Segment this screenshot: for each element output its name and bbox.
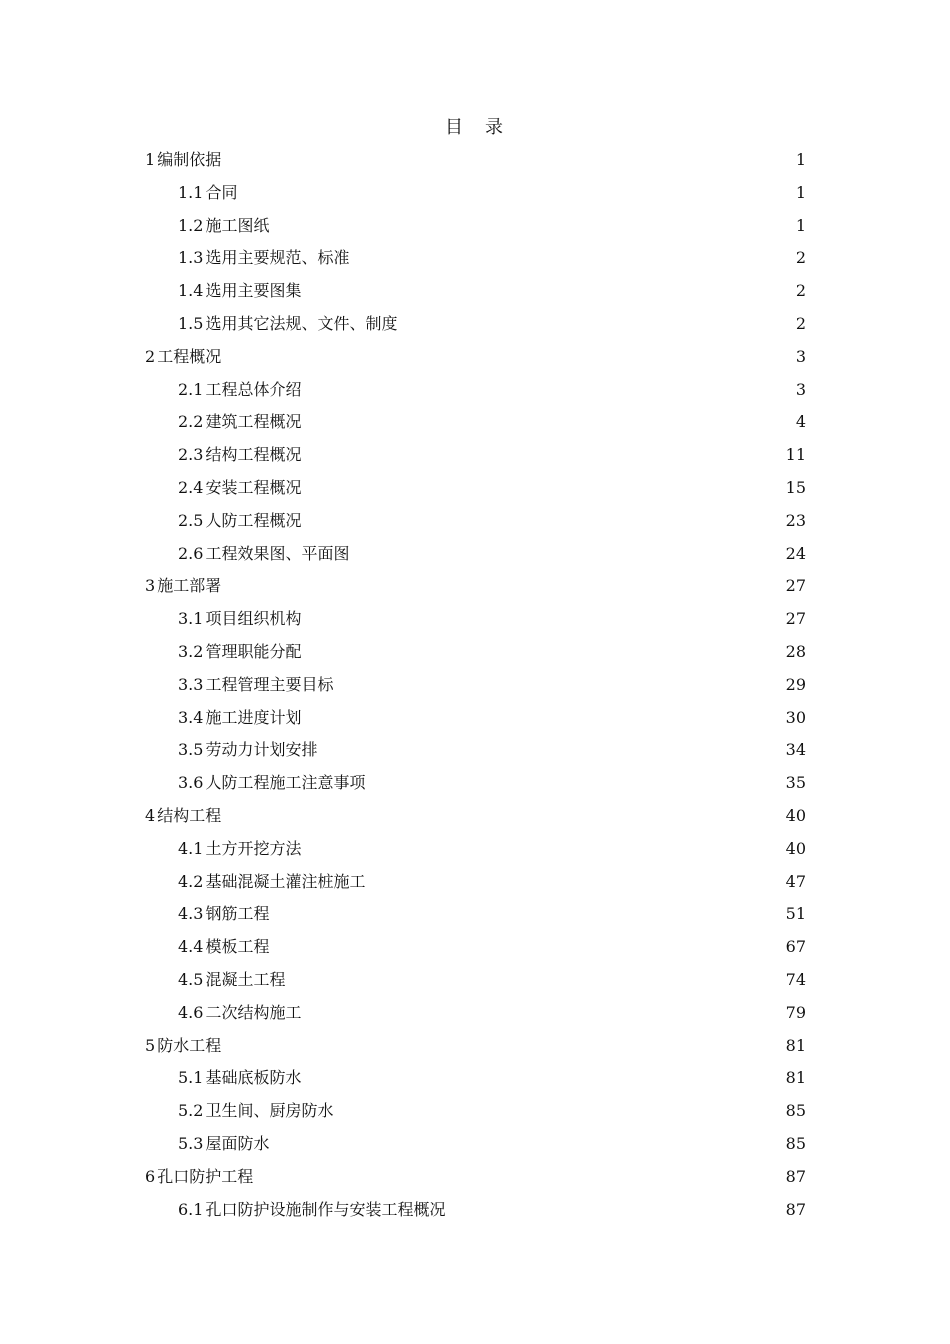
toc-entry-title: 人防工程施工注意事项 [205, 773, 366, 793]
toc-entry-title: 卫生间、厨房防水 [205, 1101, 334, 1121]
toc-entry-number: 2 [145, 346, 156, 366]
toc-entry[interactable] [145, 574, 806, 598]
dot-leader [223, 1034, 783, 1058]
toc-entry-title: 工程管理主要目标 [205, 674, 334, 694]
toc-entry-title: 孔口防护工程 [157, 1166, 254, 1186]
toc-entry-title: 结构工程概况 [205, 445, 302, 465]
toc-entry-page: 27 [785, 609, 806, 629]
dot-leader [351, 542, 783, 566]
toc-entry-page: 3 [795, 346, 806, 366]
toc-entry[interactable] [178, 378, 806, 402]
toc-entry-number: 1.3 [178, 248, 204, 268]
toc-entry-number: 2.4 [178, 478, 204, 497]
toc-entry-title: 安装工程概况 [205, 478, 302, 497]
toc-entry-number: 3.4 [178, 707, 204, 727]
toc-entry-number: 5.1 [178, 1068, 204, 1088]
toc-entry-page: 23 [785, 510, 806, 530]
toc-entry-page: 27 [785, 576, 806, 596]
dot-leader [303, 279, 793, 303]
toc-entry-page: 74 [785, 970, 806, 989]
toc-entry-number: 5 [145, 1035, 156, 1055]
toc-entry-title: 基础混凝土灌注桩施工 [205, 871, 366, 891]
toc-entry-page: 47 [785, 871, 806, 891]
dot-leader [255, 1165, 783, 1189]
toc-entry[interactable] [178, 935, 806, 959]
toc-entry-title: 选用主要规范、标准 [205, 248, 350, 268]
toc-entry-page: 1 [795, 215, 806, 235]
toc-entry[interactable] [178, 542, 806, 566]
toc-entry[interactable] [178, 509, 806, 533]
toc-entry-page: 3 [795, 379, 806, 399]
toc-entry-title: 防水工程 [157, 1035, 222, 1055]
toc-entry-page: 34 [785, 740, 806, 760]
toc-entry-title: 施工进度计划 [205, 707, 302, 727]
toc-entry-title: 建筑工程概况 [205, 412, 302, 432]
toc-entry-page: 79 [785, 1002, 806, 1022]
dot-leader [271, 902, 783, 926]
toc-entry[interactable] [178, 476, 806, 500]
toc-entry-number: 3.2 [178, 642, 204, 661]
toc-entry-title: 选用主要图集 [205, 281, 302, 301]
toc-entry-number: 4.1 [178, 838, 204, 858]
dot-leader [223, 804, 783, 828]
toc-entry-number: 2.1 [178, 379, 204, 399]
dot-leader [271, 214, 793, 238]
dot-leader [367, 870, 783, 894]
dot-leader [303, 410, 793, 434]
toc-entry-page: 40 [785, 838, 806, 858]
toc-entry-number: 1.1 [178, 182, 204, 202]
toc-entry[interactable] [178, 1132, 806, 1156]
toc-entry[interactable] [145, 345, 806, 369]
toc-entry-page: 81 [785, 1035, 806, 1055]
dot-leader [223, 345, 794, 369]
toc-entry-page: 2 [795, 314, 806, 333]
toc-entry-page: 81 [785, 1068, 806, 1088]
toc-entry-number: 1.4 [178, 281, 204, 301]
dot-leader [287, 968, 783, 992]
dot-leader [303, 378, 793, 402]
dot-leader [335, 673, 783, 697]
toc-entry[interactable] [178, 902, 806, 926]
toc-entry[interactable] [178, 443, 806, 467]
toc-entry-number: 2.2 [178, 412, 204, 432]
dot-leader [271, 935, 783, 959]
toc-entry-page: 1 [795, 150, 806, 169]
dot-leader [335, 1099, 783, 1123]
toc-entry[interactable] [178, 246, 806, 270]
dot-leader [271, 1132, 783, 1156]
toc-entry[interactable] [178, 968, 806, 992]
toc-entry-number: 5.2 [178, 1101, 204, 1121]
toc-entry-number: 4.6 [178, 1002, 204, 1022]
toc-entry-number: 4 [145, 806, 156, 825]
toc-entry-page: 85 [785, 1101, 806, 1121]
dot-leader [303, 837, 783, 861]
toc-entry[interactable] [178, 607, 806, 631]
toc-entry-title: 工程总体介绍 [205, 379, 302, 399]
dot-leader [303, 607, 783, 631]
toc-entry[interactable] [178, 1198, 806, 1222]
toc-entry-title: 工程效果图、平面图 [205, 543, 350, 563]
dot-leader [399, 312, 793, 336]
toc-entry-number: 3.3 [178, 674, 204, 694]
toc-entry[interactable] [178, 706, 806, 730]
toc-entry[interactable] [145, 1034, 806, 1058]
toc-entry-title: 二次结构施工 [205, 1002, 302, 1022]
toc-entry-title: 模板工程 [205, 937, 270, 957]
toc-entry-page: 2 [795, 248, 806, 268]
toc-entry-page: 87 [785, 1166, 806, 1186]
toc-entry[interactable] [178, 1099, 806, 1123]
dot-leader [319, 738, 783, 762]
toc-entry-number: 4.3 [178, 904, 204, 924]
toc-title: 目 录 [445, 117, 505, 138]
toc-entry-title: 劳动力计划安排 [205, 740, 318, 760]
toc-entry-title: 合同 [205, 182, 238, 202]
toc-entry-title: 孔口防护设施制作与安装工程概况 [205, 1199, 446, 1219]
toc-entry[interactable] [145, 148, 806, 172]
toc-entry-number: 3 [145, 576, 156, 596]
toc-entry-number: 3.1 [178, 609, 204, 629]
dot-leader [239, 181, 793, 205]
toc-entry[interactable] [178, 640, 806, 664]
dot-leader [303, 1001, 783, 1025]
dot-leader [367, 771, 783, 795]
toc-entry-page: 15 [785, 478, 806, 497]
toc-entry-page: 30 [785, 707, 806, 727]
toc-entry-title: 钢筋工程 [205, 904, 270, 924]
dot-leader [303, 640, 783, 664]
toc-entry[interactable] [178, 870, 806, 894]
toc-entry-page: 28 [785, 642, 806, 661]
dot-leader [303, 476, 783, 500]
toc-entry-title: 土方开挖方法 [205, 838, 302, 858]
toc-entry-number: 2.6 [178, 543, 204, 563]
toc-entry-title: 混凝土工程 [205, 970, 286, 989]
toc-entry-page: 29 [785, 674, 806, 694]
toc-entry-number: 1.2 [178, 215, 204, 235]
toc-entry[interactable] [178, 1001, 806, 1025]
dot-leader [447, 1198, 783, 1222]
toc-entry-number: 4.2 [178, 871, 204, 891]
toc-entry-page: 85 [785, 1134, 806, 1153]
toc-entry-page: 35 [785, 773, 806, 793]
toc-entry-title: 项目组织机构 [205, 609, 302, 629]
toc-entry[interactable] [178, 181, 806, 205]
toc-entry-page: 51 [785, 904, 806, 924]
toc-entry-page: 2 [795, 281, 806, 301]
toc-entry-number: 4.4 [178, 937, 204, 957]
toc-entry-title: 管理职能分配 [205, 642, 302, 661]
toc-entry-number: 2.5 [178, 510, 204, 530]
toc-entry-number: 3.5 [178, 740, 204, 760]
toc-entry-title: 基础底板防水 [205, 1068, 302, 1088]
toc-entry-title: 编制依据 [157, 150, 222, 169]
dot-leader [303, 509, 783, 533]
toc-entry[interactable] [145, 804, 806, 828]
dot-leader [303, 443, 783, 467]
toc-entry-title: 选用其它法规、文件、制度 [205, 314, 398, 333]
toc-entry-title: 结构工程 [157, 806, 222, 825]
toc-entry-page: 87 [785, 1199, 806, 1219]
toc-entry[interactable] [178, 837, 806, 861]
toc-entry-page: 11 [785, 445, 806, 465]
toc-entry[interactable] [178, 410, 806, 434]
toc-entry[interactable] [178, 738, 806, 762]
dot-leader [303, 1066, 783, 1090]
dot-leader [351, 246, 793, 270]
toc-entry[interactable] [178, 673, 806, 697]
toc-entry-number: 2.3 [178, 445, 204, 465]
toc-entry-number: 6.1 [178, 1199, 204, 1219]
toc-entry-title: 施工图纸 [205, 215, 270, 235]
toc-entry-title: 工程概况 [157, 346, 222, 366]
dot-leader [223, 148, 794, 172]
dot-leader [223, 574, 783, 598]
toc-entry-number: 1 [145, 150, 156, 169]
toc-entry-page: 1 [795, 182, 806, 202]
toc-entry-page: 4 [795, 412, 806, 432]
toc-entry[interactable] [178, 1066, 806, 1090]
toc-entry-title: 人防工程概况 [205, 510, 302, 530]
toc-entry-number: 6 [145, 1166, 156, 1186]
toc-entry-number: 3.6 [178, 773, 204, 793]
toc-entry-title: 屋面防水 [205, 1134, 270, 1153]
toc-entry[interactable] [178, 279, 806, 303]
toc-entry-number: 1.5 [178, 314, 204, 333]
toc-entry-page: 24 [785, 543, 806, 563]
toc-entry-number: 5.3 [178, 1134, 204, 1153]
toc-entry[interactable] [178, 771, 806, 795]
dot-leader [303, 706, 783, 730]
toc-entry-page: 67 [785, 937, 806, 957]
toc-entry-title: 施工部署 [157, 576, 222, 596]
toc-entry[interactable] [145, 1165, 806, 1189]
toc-entry[interactable] [178, 214, 806, 238]
toc-entry-number: 4.5 [178, 970, 204, 989]
toc-entry[interactable] [178, 312, 806, 336]
toc-entry-page: 40 [785, 806, 806, 825]
